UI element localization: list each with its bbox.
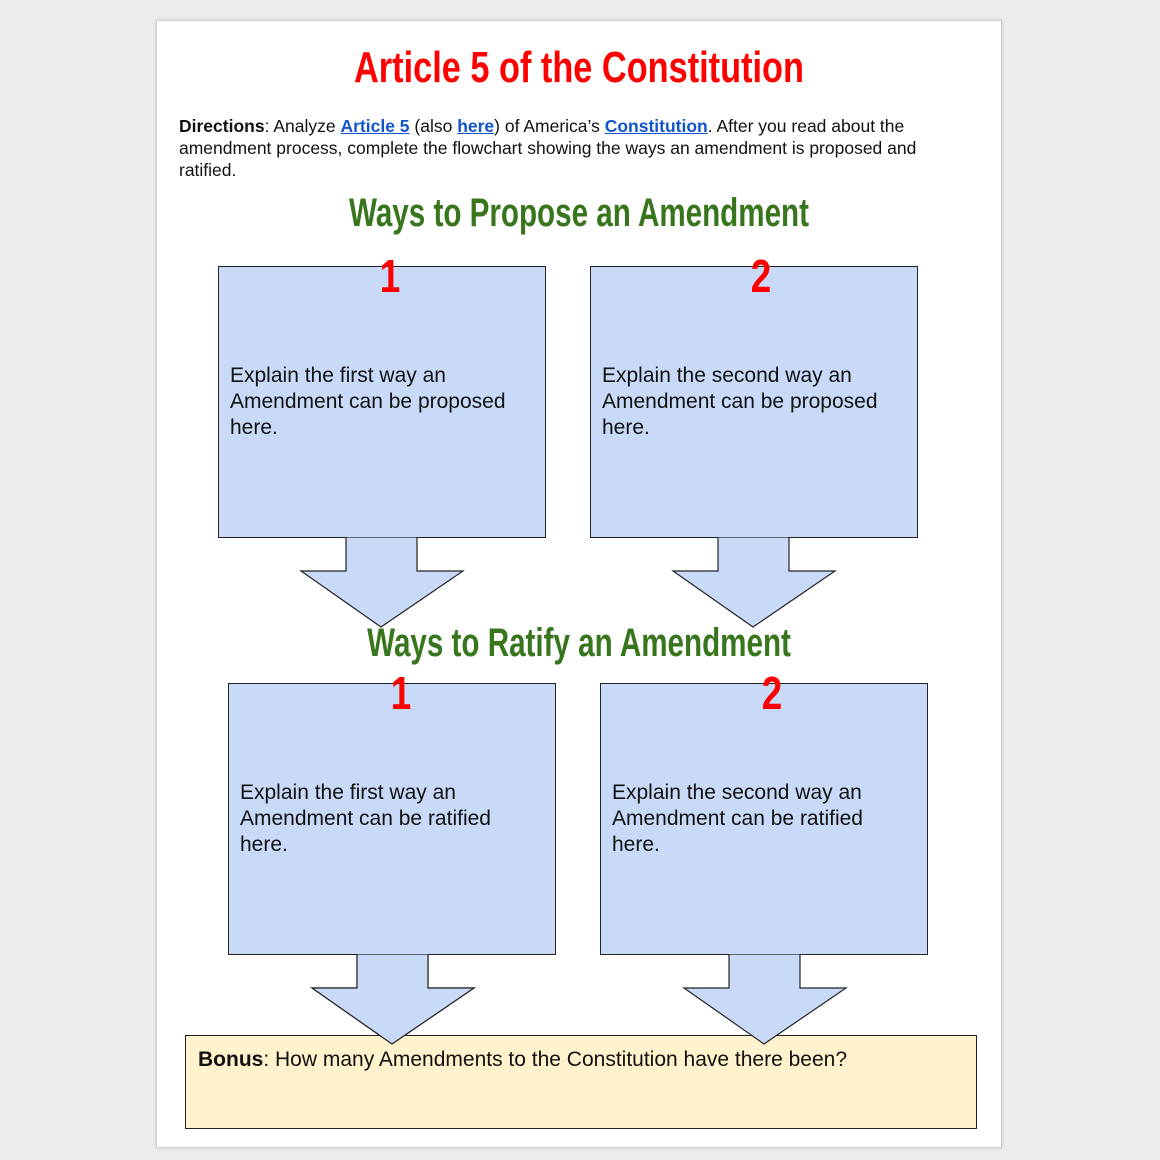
directions-paragraph <box>179 115 949 181</box>
propose-box-2[interactable] <box>590 266 918 538</box>
bonus-label: Bonus <box>198 1048 264 1071</box>
article-5-link[interactable]: Article 5 <box>340 116 410 136</box>
directions-text-4: . After you read about the amendment process, complete the flowchart showing the ways an amendment is proposed and ratified. <box>179 116 917 180</box>
ratify-box-1-text: Explain the first way an Amendment can be ratified here. <box>240 781 491 856</box>
directions-text-1: : Analyze <box>264 116 341 136</box>
bonus-box[interactable] <box>185 1035 977 1129</box>
ratify-number-2: 2 <box>761 667 783 719</box>
propose-box-2-text: Explain the second way an Amendment can be proposed here. <box>602 364 878 439</box>
page-title: Article 5 of the Constitution <box>354 43 804 92</box>
bonus-question <box>198 1047 847 1073</box>
ratify-arrow-2 <box>682 954 848 1046</box>
ratify-arrow-1-overlay <box>310 954 476 1046</box>
directions-text-2: (also <box>409 116 458 136</box>
ratify-box-2[interactable] <box>600 683 928 955</box>
propose-number-1: 1 <box>379 250 401 302</box>
ratify-box-1[interactable] <box>228 683 556 955</box>
ratify-box-2-text: Explain the second way an Amendment can be ratified here. <box>612 781 863 856</box>
document-page <box>156 20 1002 1148</box>
propose-number-2: 2 <box>750 250 772 302</box>
propose-box-1-text: Explain the first way an Amendment can be proposed here. <box>230 364 506 439</box>
directions-label: Directions <box>179 116 265 136</box>
bonus-text: : How many Amendments to the Constitution have there been? <box>263 1048 848 1071</box>
ratify-heading: Ways to Ratify an Amendment <box>367 621 791 665</box>
directions-text-3: ) of America’s <box>494 116 605 136</box>
propose-heading: Ways to Propose an Amendment <box>349 191 809 235</box>
here-link[interactable]: here <box>457 116 495 136</box>
constitution-link[interactable]: Constitution <box>604 116 708 136</box>
propose-arrow-2 <box>671 537 837 629</box>
propose-box-1[interactable] <box>218 266 546 538</box>
ratify-number-1: 1 <box>390 667 412 719</box>
propose-arrow-1 <box>299 537 465 629</box>
